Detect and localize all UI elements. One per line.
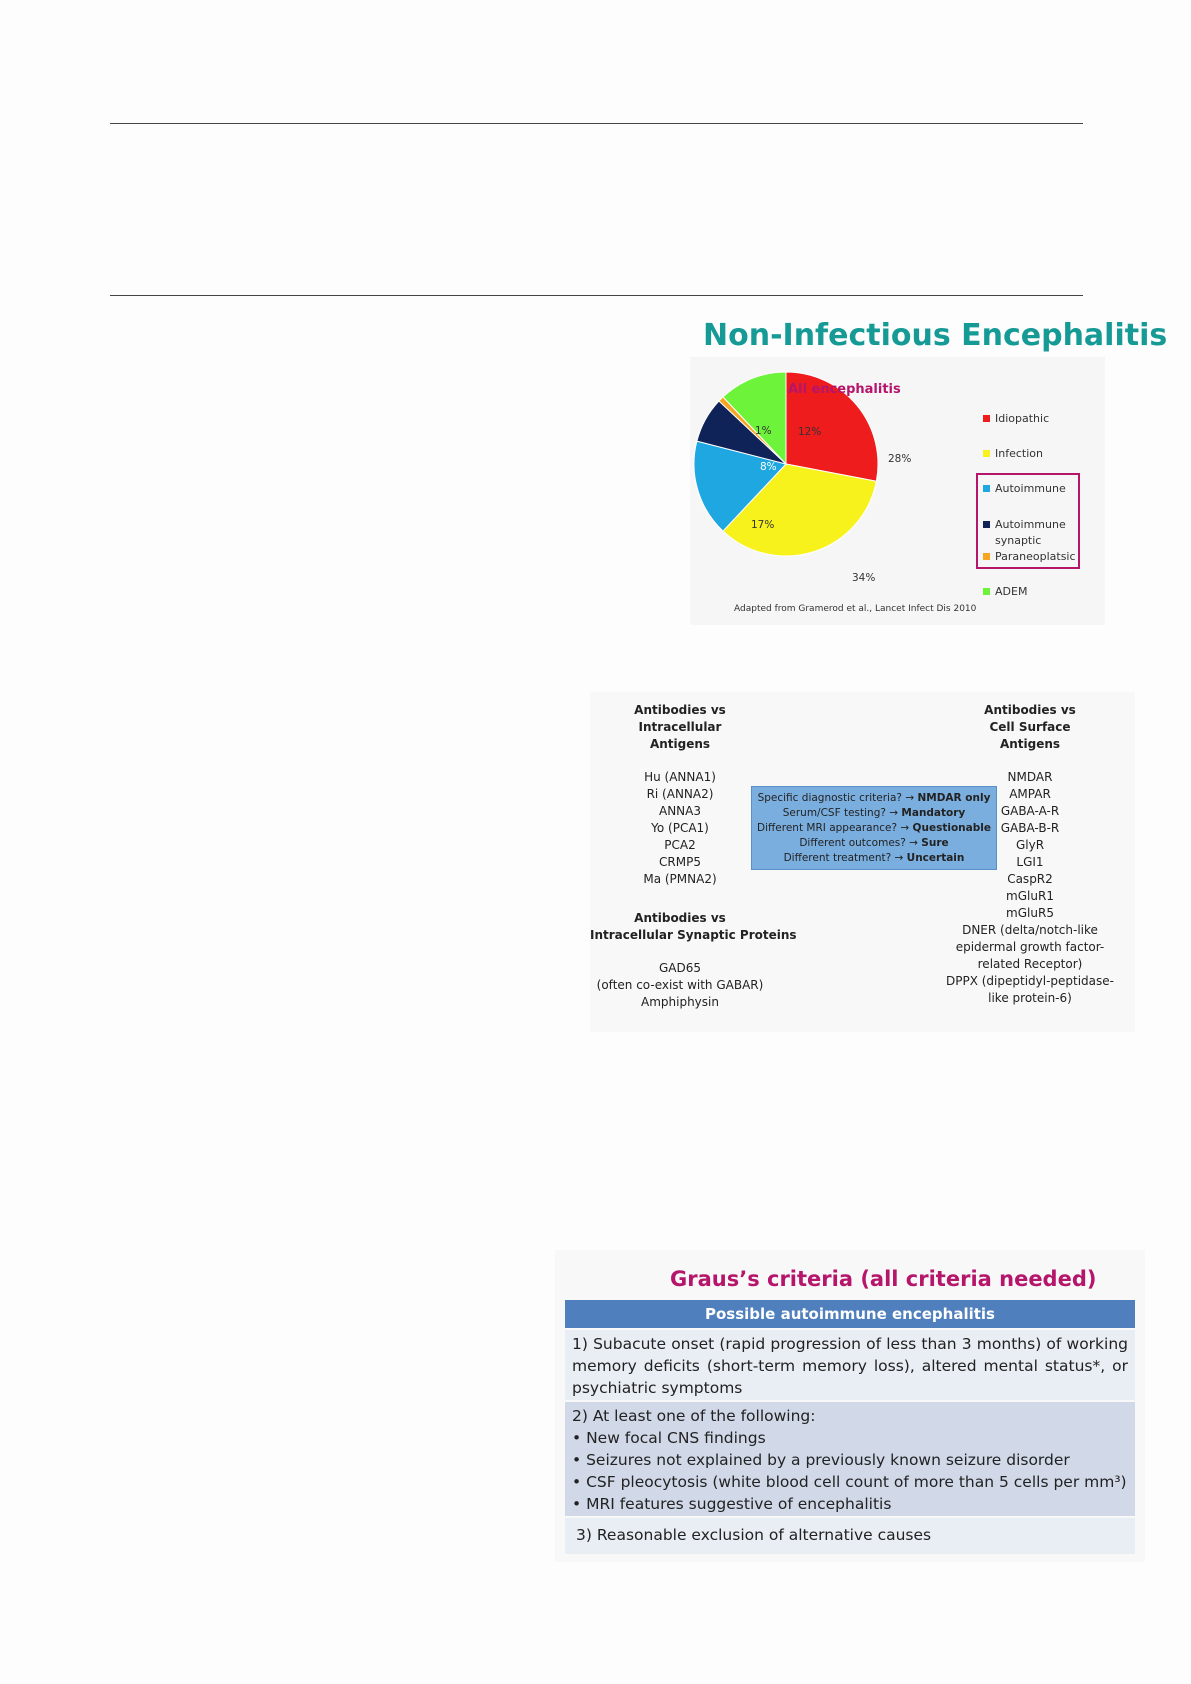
- header-bottom-rule: [110, 295, 1083, 296]
- legend-swatch: [983, 521, 990, 528]
- top-rule: [110, 123, 1083, 124]
- antibody-item: (often co-exist with GABAR): [596, 978, 764, 992]
- antibody-item: GABA-A-R: [1000, 804, 1060, 818]
- pie-label-idiopathic: 28%: [888, 453, 912, 465]
- graus-header: Possible autoimmune encephalitis: [565, 1300, 1135, 1328]
- legend-swatch: [983, 450, 990, 457]
- pie-label-paraneoplastic: 1%: [755, 425, 772, 437]
- box-line: Different outcomes? → Sure: [799, 837, 949, 849]
- criterion-2: [565, 1405, 1135, 1515]
- legend-autoimmune-synaptic: Autoimmune synaptic: [983, 517, 1075, 549]
- criterion-2-intro: 2) At least one of the following:: [572, 1407, 816, 1425]
- criterion-2-item: • Seizures not explained by a previously known seizure disorder: [572, 1451, 1070, 1469]
- antibody-item: ANNA3: [658, 804, 701, 818]
- antibody-item: Ma (PMNA2): [643, 872, 717, 886]
- antibody-item: DPPX (dipeptidyl-peptidase-: [945, 974, 1114, 988]
- pie-slide-title: Non-Infectious Encephalitis: [703, 318, 1168, 353]
- surface-heading: Antibodies vs Cell Surface Antigens: [984, 703, 1076, 751]
- antibody-item: mGluR5: [1006, 906, 1054, 920]
- antibody-item: DNER (delta/notch-like: [962, 923, 1098, 937]
- legend-swatch: [983, 485, 990, 492]
- legend-autoimmune: Autoimmune: [983, 482, 1066, 495]
- pie-label-autoimmune-synaptic: 8%: [760, 461, 777, 473]
- antibody-item: PCA2: [664, 838, 696, 852]
- synaptic-heading: Antibodies vs Intracellular Synaptic Proteins: [590, 911, 797, 942]
- criterion-2-item: • New focal CNS findings: [572, 1429, 766, 1447]
- graus-title: Graus’s criteria (all criteria needed): [670, 1267, 1097, 1291]
- antibody-item: related Receptor): [977, 957, 1083, 971]
- legend-infection: Infection: [983, 447, 1043, 460]
- antibody-item: mGluR1: [1006, 889, 1054, 903]
- legend-swatch: [983, 415, 990, 422]
- intracellular-list: [620, 769, 740, 888]
- chart-title: All encephalitis: [788, 382, 901, 397]
- criterion-2-item: • MRI features suggestive of encephalitis: [572, 1495, 892, 1513]
- antibody-item: GlyR: [1015, 838, 1045, 852]
- antibody-item: GAD65: [658, 961, 702, 975]
- antibody-item: Amphiphysin: [641, 995, 719, 1009]
- legend-adem: ADEM: [983, 585, 1027, 598]
- box-line: Different treatment? → Uncertain: [783, 852, 965, 864]
- box-line: Serum/CSF testing? → Mandatory: [782, 807, 966, 819]
- antibody-item: CaspR2: [1007, 872, 1053, 886]
- antibody-item: NMDAR: [1007, 770, 1053, 784]
- antibody-item: like protein-6): [988, 991, 1072, 1005]
- legend-swatch: [983, 588, 990, 595]
- synaptic-list: [590, 960, 770, 1011]
- legend-swatch: [983, 553, 990, 560]
- criterion-1: 1) Subacute onset (rapid progression of less than 3 months) of working memory deficits (short-term memory loss), altered mental status*, or psychiatric symptoms: [572, 1335, 1128, 1397]
- antibody-item: LGI1: [1016, 855, 1044, 869]
- pie-label-autoimmune: 17%: [751, 519, 775, 531]
- surface-list: [935, 769, 1125, 1007]
- pie-label-adem: 12%: [798, 426, 822, 438]
- intracellular-heading: Antibodies vs Intracellular Antigens: [634, 703, 726, 751]
- antibody-item: Yo (PCA1): [651, 821, 709, 835]
- antibody-item: Ri (ANNA2): [646, 787, 714, 801]
- antibody-item: GABA-B-R: [1000, 821, 1060, 835]
- antibody-slide: [590, 692, 1135, 1032]
- chart-source: Adapted from Gramerod et al., Lancet Infect Dis 2010: [734, 604, 977, 614]
- criterion-3: 3) Reasonable exclusion of alternative causes: [576, 1526, 932, 1544]
- legend-paraneoplastic: Paraneoplatsic: [983, 550, 1076, 563]
- antibody-item: Hu (ANNA1): [644, 770, 716, 784]
- antibody-item: AMPAR: [1009, 787, 1051, 801]
- pie-chart-panel: [690, 357, 1105, 625]
- box-line: Different MRI appearance? → Questionable: [757, 822, 991, 834]
- antibody-item: epidermal growth factor-: [955, 940, 1105, 954]
- box-line: Specific diagnostic criteria? → NMDAR only: [757, 792, 991, 804]
- antibody-item: CRMP5: [659, 855, 701, 869]
- criterion-2-item: • CSF pleocytosis (white blood cell count of more than 5 cells per mm³): [572, 1473, 1127, 1491]
- pie-label-infection: 34%: [852, 572, 876, 584]
- legend-idiopathic: Idiopathic: [983, 412, 1049, 425]
